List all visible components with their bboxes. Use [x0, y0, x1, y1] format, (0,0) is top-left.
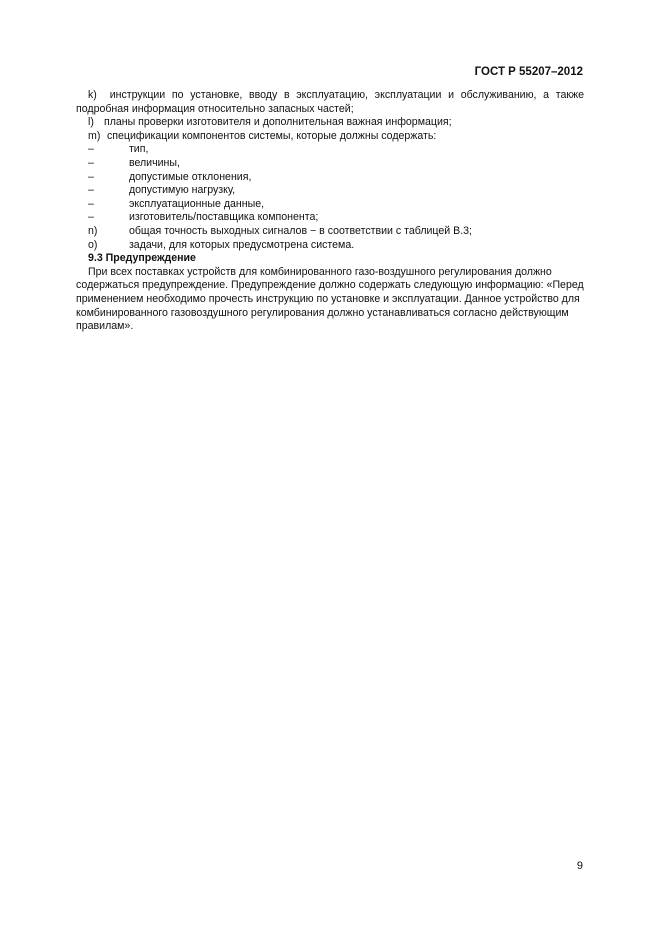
dash-item: [88, 157, 584, 171]
document-body: [76, 89, 584, 334]
list-item-text: общая точность выходных сигналов − в соответствии с таблицей В.3;: [128, 224, 472, 237]
dash-item-text: допустимые отклонения,: [128, 170, 252, 183]
dash-item: [88, 211, 584, 225]
list-item-text: инструкции по установке, вводу в эксплуатацию, эксплуатации и обслуживанию, а также: [109, 89, 584, 101]
dash-marker: –: [88, 156, 94, 169]
dash-marker: –: [88, 211, 94, 224]
section-heading: 9.3 Предупреждение: [88, 252, 196, 265]
dash-item: [88, 143, 584, 157]
page-number: 9: [576, 860, 583, 872]
dash-marker: –: [88, 170, 94, 183]
list-marker: o): [88, 238, 98, 251]
dash-marker: –: [88, 184, 94, 197]
list-marker: n): [88, 224, 98, 237]
dash-item: [88, 184, 584, 198]
list-marker: l): [88, 116, 94, 129]
paragraph-line: содержаться предупреждение. Предупреждение должно содержать следующую информацию: «Перед: [76, 279, 584, 292]
list-item-o: [88, 239, 584, 253]
list-item-k-continuation: подробная информация относительно запасных частей;: [76, 102, 354, 115]
paragraph-line: При всех поставках устройств для комбинированного газо-воздушного регулирования должно: [88, 265, 552, 278]
list-item-k: [88, 89, 584, 103]
paragraph-line: применением необходимо прочесть инструкцию по установке и эксплуатации. Данное устройство для: [76, 292, 580, 305]
dash-item-text: допустимую нагрузку,: [128, 184, 236, 197]
list-marker: k): [88, 89, 97, 101]
list-marker: m): [88, 129, 101, 142]
list-item-n: [88, 225, 584, 239]
dash-item-text: тип,: [128, 143, 149, 156]
list-item-l: [88, 116, 584, 130]
dash-item-text: эксплуатационные данные,: [128, 197, 265, 210]
dash-item: [88, 171, 584, 185]
paragraph-line: комбинированного газовоздушного регулирования должно устанавливаться согласно действующим: [76, 306, 569, 319]
dash-item-text: величины,: [128, 156, 180, 169]
dash-marker: –: [88, 197, 94, 210]
document-code: ГОСТ Р 55207–2012: [474, 66, 583, 78]
dash-item: [88, 198, 584, 212]
list-item-text: задачи, для которых предусмотрена система.: [128, 238, 355, 251]
dash-marker: –: [88, 143, 94, 156]
list-item-text: спецификации компонентов системы, которые должны содержать:: [106, 129, 437, 142]
list-item-m: [88, 130, 584, 144]
list-item-text: планы проверки изготовителя и дополнительная важная информация;: [103, 116, 452, 129]
paragraph-line: правилам».: [76, 320, 134, 333]
dash-item-text: изготовитель/поставщика компонента;: [128, 211, 319, 224]
